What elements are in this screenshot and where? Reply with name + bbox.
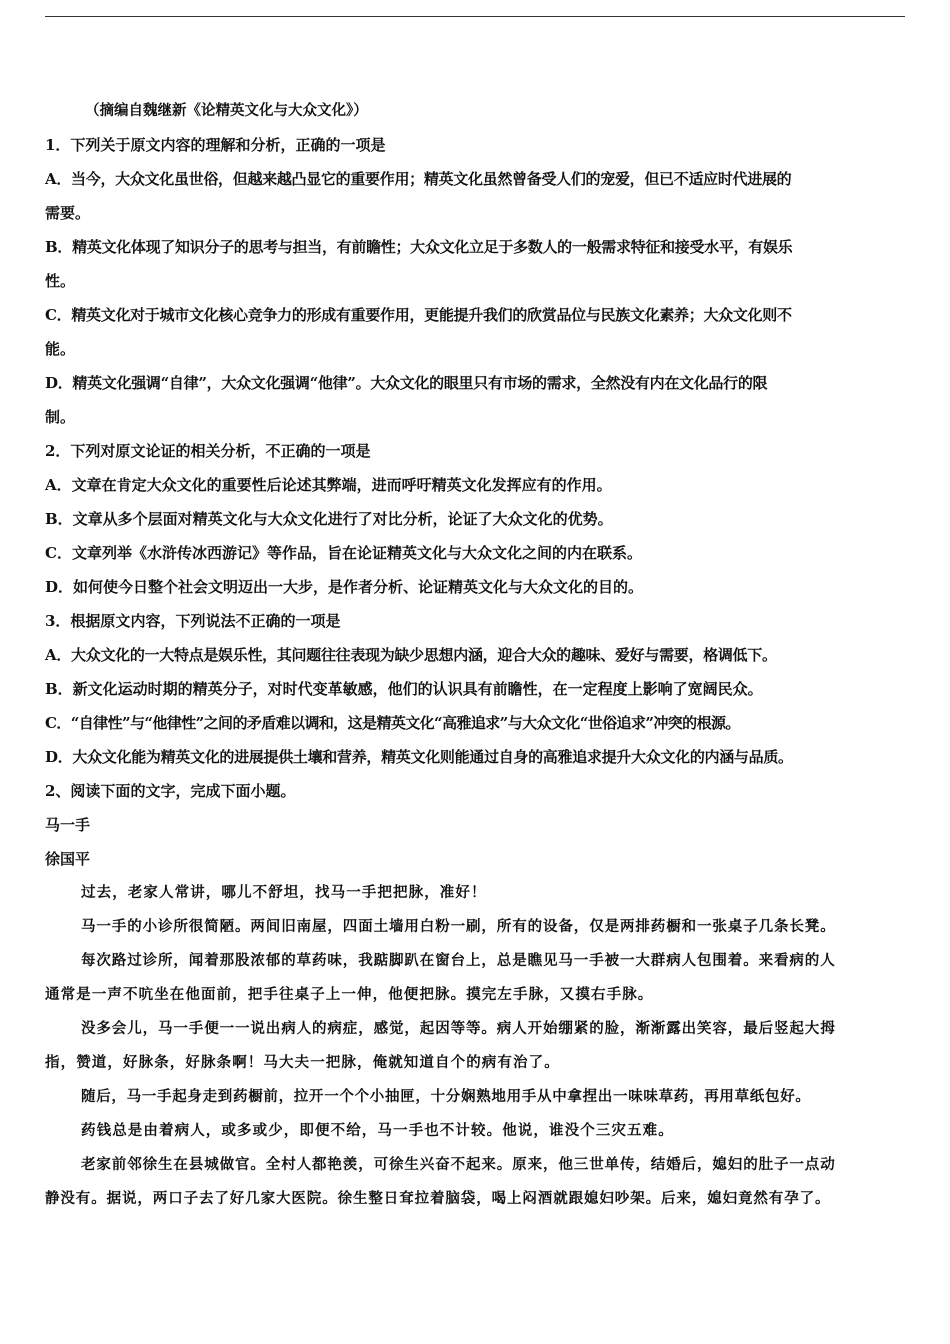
header-rule <box>45 16 905 17</box>
story-title: 马一手 <box>45 816 91 834</box>
story-paragraph: 随后，马一手起身走到药橱前，拉开一个个小抽匣，十分娴熟地用手从中拿捏出一味味草药，再用草纸包好。 <box>81 1088 811 1105</box>
source-note: （摘编自魏继新《论精英文化与大众文化》） <box>85 102 368 119</box>
story-author: 徐国平 <box>45 850 91 868</box>
option-line: A．大众文化的一大特点是娱乐性，其问题往往表现为缺少思想内涵，迎合大众的趣味、爱好与需要，格调低下。 <box>45 646 777 664</box>
section-instruction: 2、阅读下面的文字，完成下面小题。 <box>45 782 296 800</box>
document-page <box>45 94 910 1216</box>
story-paragraph: 没多会儿，马一手便一一说出病人的病症，感觉，起因等等。病人开始绷紧的脸，渐渐露出笑容，最后竖起大拇 <box>81 1020 836 1037</box>
story-paragraph: 老家前邻徐生在县城做官。全村人都艳羡，可徐生兴奋不起来。原来，他三世单传，结婚后，媳妇的肚子一点动 <box>81 1156 836 1173</box>
option-line: D．大众文化能为精英文化的进展提供土壤和营养，精英文化则能通过自身的高雅追求提升大众文化的内涵与品质。 <box>45 748 793 766</box>
story-paragraph-cont: 指，赞道，好脉条，好脉条啊！马大夫一把脉，俺就知道自个的病有治了。 <box>45 1054 560 1071</box>
story-paragraph: 每次路过诊所，闻着那股浓郁的草药味，我踮脚趴在窗台上，总是瞧见马一手被一大群病人包围着。来看病的人 <box>81 952 836 969</box>
option-line-cont: 能。 <box>45 340 76 358</box>
option-line: C．文章列举《水浒传冰西游记》等作品，旨在论证精英文化与大众文化之间的内在联系。 <box>45 544 642 562</box>
question-stem: 3．根据原文内容，下列说法不正确的一项是 <box>45 612 341 630</box>
option-line: B．新文化运动时期的精英分子，对时代变革敏感，他们的认识具有前瞻性，在一定程度上影响了宽阔民众。 <box>45 680 763 698</box>
option-line: C．“自律性”与“他律性”之间的矛盾难以调和，这是精英文化“高雅追求”与大众文化“世俗追求”冲突的根源。 <box>45 714 740 732</box>
option-line-cont: 制。 <box>45 408 76 426</box>
question-stem: 1．下列关于原文内容的理解和分析，正确的一项是 <box>45 136 386 154</box>
option-line: A．当今，大众文化虽世俗，但越来越凸显它的重要作用；精英文化虽然曾备受人们的宠爱，但已不适应时代进展的 <box>45 170 792 188</box>
option-line: D．精英文化强调“自律”，大众文化强调“他律”。大众文化的眼里只有市场的需求，全然没有内在文化品行的限 <box>45 374 768 392</box>
story-paragraph: 药钱总是由着病人，或多或少，即便不给，马一手也不计较。他说，谁没个三灾五难。 <box>81 1122 674 1139</box>
story-paragraph: 马一手的小诊所很简陋。两间旧南屋，四面土墙用白粉一刷，所有的设备，仅是两排药橱和一张桌子几条长凳。 <box>81 918 836 935</box>
option-line-cont: 需要。 <box>45 204 91 222</box>
option-line: C．精英文化对于城市文化核心竞争力的形成有重要作用，更能提升我们的欣赏品位与民族文化素养；大众文化则不 <box>45 306 792 324</box>
option-line: A．文章在肯定大众文化的重要性后论述其弊端，进而呼吁精英文化发挥应有的作用。 <box>45 476 612 494</box>
option-line: B．文章从多个层面对精英文化与大众文化进行了对比分析，论证了大众文化的优势。 <box>45 510 613 528</box>
story-paragraph-cont: 通常是一声不吭坐在他面前，把手往桌子上一伸，他便把脉。摸完左手脉，又摸右手脉。 <box>45 986 654 1003</box>
option-line: D．如何使今日整个社会文明迈出一大步，是作者分析、论证精英文化与大众文化的目的。 <box>45 578 644 596</box>
option-line-cont: 性。 <box>45 272 76 290</box>
story-paragraph: 过去，老家人常讲，哪儿不舒坦，找马一手把把脉，准好！ <box>81 884 487 901</box>
option-line: B．精英文化体现了知识分子的思考与担当，有前瞻性；大众文化立足于多数人的一般需求特征和接受水平，有娱乐 <box>45 238 793 256</box>
story-paragraph-cont: 静没有。据说，两口子去了好几家大医院。徐生整日耷拉着脑袋，喝上闷酒就跟媳妇吵架。后来，媳妇竟然有孕了。 <box>45 1190 831 1207</box>
question-stem: 2．下列对原文论证的相关分析，不正确的一项是 <box>45 442 371 460</box>
